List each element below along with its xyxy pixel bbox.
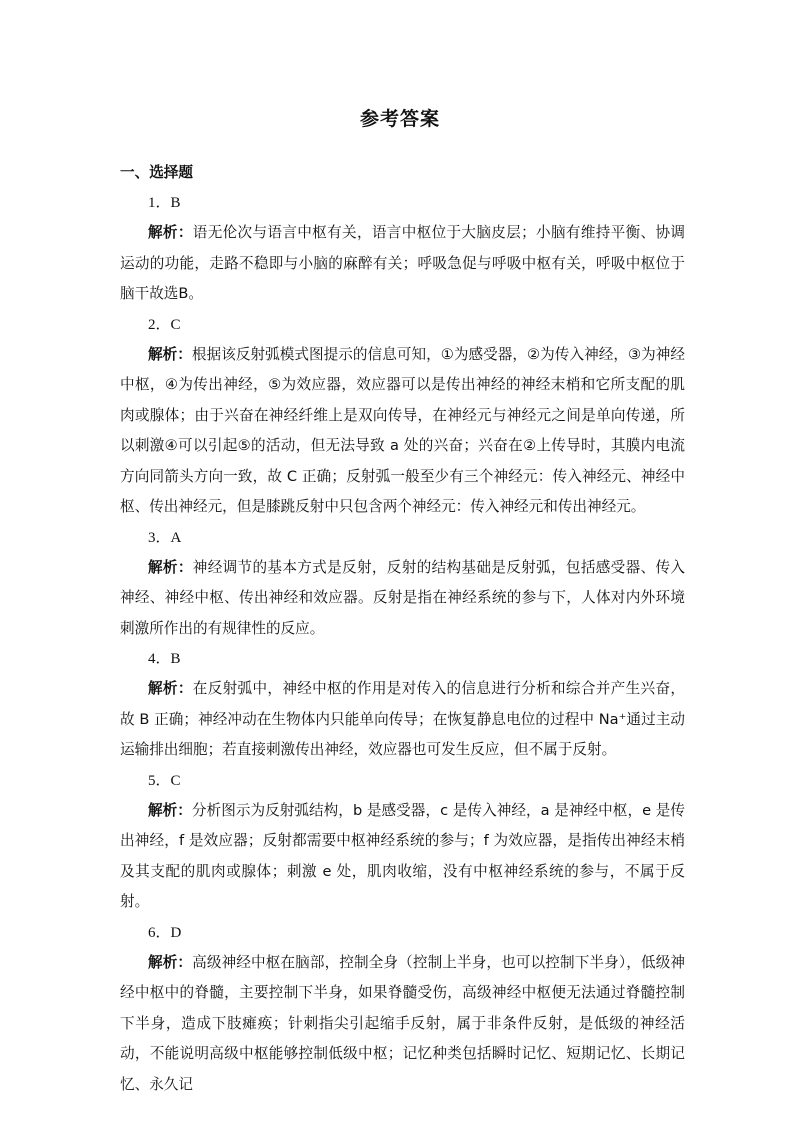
explanation-label: 解析： xyxy=(148,801,192,819)
answer-item xyxy=(120,523,685,645)
explanation-text: 高级神经中枢在脑部，控制全身（控制上半身，也可以控制下半身），低级神经中枢中的脊髓，主要控制下半身，如果脊髓受伤，高级神经中枢便无法通过脊髓控制下半身，造成下肢瘫痪；针刺指尖引起缩手反射，属于非条件反射，是低级的神经活动，不能说明高级中枢能够控制低级中枢；记忆种类包括瞬时记忆、短期记忆、长期记忆、永久记 xyxy=(120,953,685,1093)
answer-item xyxy=(120,310,685,523)
explanation xyxy=(120,553,685,645)
explanation-text: 语无伦次与语言中枢有关，语言中枢位于大脑皮层；小脑有维持平衡、协调运动的功能，走路不稳即与小脑的麻醉有关；呼吸急促与呼吸中枢有关，呼吸中枢位于脑干故选B。 xyxy=(120,224,685,302)
explanation-label: 解析： xyxy=(148,224,193,241)
explanation-label: 解析： xyxy=(148,680,193,697)
answer-number: 6．D xyxy=(148,924,182,941)
answer-number: 5．C xyxy=(148,772,181,789)
answer-number: 3．A xyxy=(148,529,182,546)
explanation-text: 根据该反射弧模式图提示的信息可知，①为感受器，②为传入神经，③为神经中枢，④为传出神经，⑤为效应器，效应器可以是传出神经的神经末梢和它所支配的肌肉或腺体；由于兴奋在神经纤维上是双向传导，在神经元与神经元之间是单向传递，所以刺激④可以引起⑤的活动，但无法导致 a 处的兴奋；兴奋在②上传导时，其膜内电流方向同箭头方向一致，故 C 正确；反射弧一般至少有三个神经元：传入神经元、神经中枢、传出神经元，但是膝跳反射中只包含两个神经元：传入神经元和传出神经元。 xyxy=(120,345,685,515)
answer-number: 1．B xyxy=(148,195,181,211)
answer-item xyxy=(120,188,685,310)
explanation xyxy=(120,218,685,310)
explanation-text: 神经调节的基本方式是反射，反射的结构基础是反射弧，包括感受器、传入神经、神经中枢、传出神经和效应器。反射是指在神经系统的参与下，人体对内外环境刺激所作出的有规律性的反应。 xyxy=(120,558,685,637)
explanation xyxy=(120,340,685,523)
explanation xyxy=(120,674,685,766)
answer-number: 4．B xyxy=(148,651,181,667)
explanation-text: 在反射弧中，神经中枢的作用是对传入的信息进行分析和综合并产生兴奋，故 B 正确；神经冲动在生物体内只能单向传导；在恢复静息电位的过程中 Na⁺通过主动运输排出细胞；若直接刺激传出神经，效应器也可发生反应，但不属于反射。 xyxy=(120,680,685,758)
page-title: 参考答案 xyxy=(359,108,440,130)
answer-body xyxy=(120,158,685,1100)
section-heading: 一、选择题 xyxy=(120,164,193,181)
explanation-text: 分析图示为反射弧结构，b 是感受器，c 是传入神经，a 是神经中枢，e 是传出神经，f 是效应器；反射都需要中枢神经系统的参与；f 为效应器，是指传出神经末梢及其支配的肌肉或腺体；刺激 e 处，肌肉收缩，没有中枢神经系统的参与，不属于反射。 xyxy=(120,801,685,910)
answer-item xyxy=(120,766,685,918)
answer-number: 2．C xyxy=(148,316,181,333)
explanation xyxy=(120,948,685,1101)
explanation-label: 解析： xyxy=(148,953,193,971)
answer-item xyxy=(120,644,685,766)
explanation xyxy=(120,796,685,918)
answer-item xyxy=(120,918,685,1101)
explanation-label: 解析： xyxy=(148,558,193,576)
explanation-label: 解析： xyxy=(148,345,192,363)
